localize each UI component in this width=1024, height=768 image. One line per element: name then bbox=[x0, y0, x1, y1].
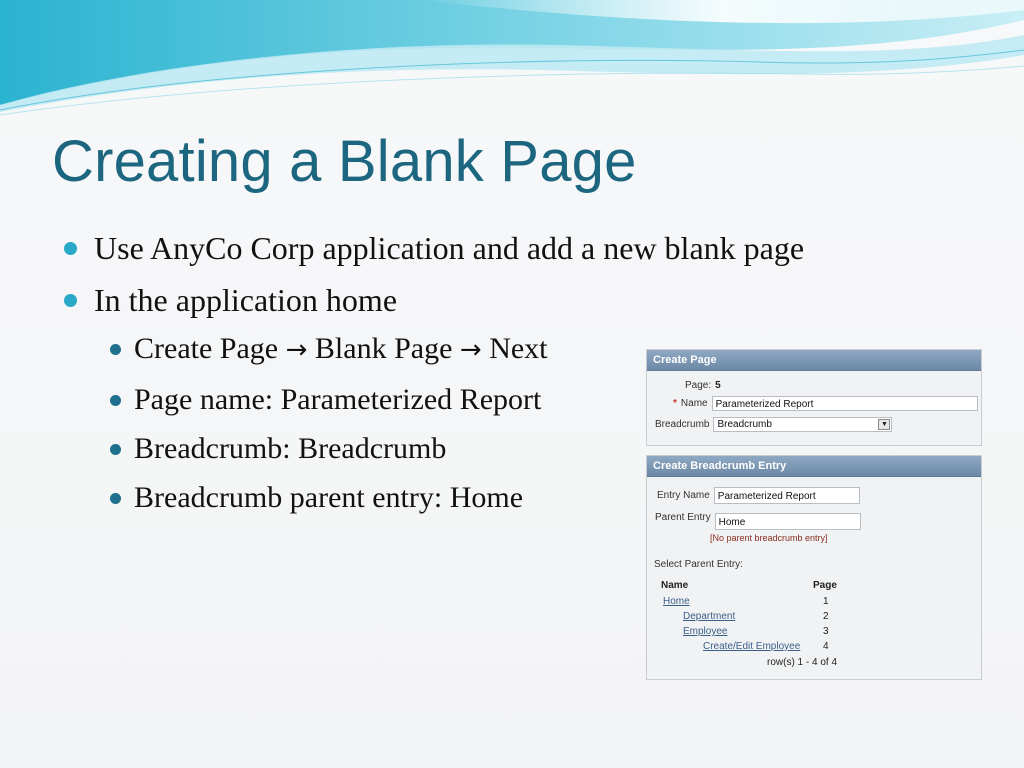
sub-bullet-text: Breadcrumb parent entry: Home bbox=[134, 481, 524, 514]
breadcrumb-link-employee[interactable]: Employee bbox=[683, 626, 728, 637]
breadcrumb-link-home[interactable]: Home bbox=[663, 596, 690, 607]
entry-name-input[interactable]: Parameterized Report bbox=[714, 487, 860, 504]
sub-bullet-text: Page name: Parameterized Report bbox=[134, 383, 542, 416]
entry-name-label: Entry Name bbox=[657, 490, 710, 501]
table-cell-page: 1 bbox=[823, 596, 829, 607]
page-number-row bbox=[685, 380, 721, 391]
bullet-text: In the application home bbox=[94, 282, 398, 318]
name-label: Name bbox=[680, 398, 708, 409]
bullet-dot-icon bbox=[64, 294, 77, 307]
table-cell-page: 2 bbox=[823, 611, 829, 622]
required-asterisk-icon: * bbox=[673, 398, 677, 409]
sub-bullet-item bbox=[108, 473, 548, 522]
sub-bullet-dot-icon bbox=[110, 444, 121, 455]
table-cell-page: 3 bbox=[823, 626, 829, 637]
create-page-panel bbox=[646, 349, 982, 446]
page-name-row bbox=[673, 396, 978, 411]
main-bullet-list bbox=[62, 222, 804, 326]
create-breadcrumb-panel bbox=[646, 455, 982, 680]
parent-entry-row bbox=[655, 512, 861, 530]
breadcrumb-select-value: Breadcrumb bbox=[717, 419, 772, 430]
page-label: Page: bbox=[685, 380, 712, 391]
breadcrumb-row bbox=[655, 417, 892, 432]
bullet-item bbox=[62, 274, 804, 326]
sub-bullet-text: Breadcrumb: Breadcrumb bbox=[134, 432, 447, 465]
page-number-value: 5 bbox=[715, 380, 721, 391]
sub-bullet-item bbox=[108, 324, 548, 375]
sub-bullet-dot-icon bbox=[110, 344, 121, 355]
sub-bullet-item bbox=[108, 375, 548, 424]
create-breadcrumb-header: Create Breadcrumb Entry bbox=[647, 456, 981, 477]
column-header-name: Name bbox=[661, 580, 689, 591]
parent-entry-label: Parent Entry bbox=[655, 512, 711, 523]
entry-name-row bbox=[657, 487, 860, 504]
sub-bullet-list bbox=[108, 324, 548, 522]
breadcrumb-link-create-edit-employee[interactable]: Create/Edit Employee bbox=[703, 641, 801, 652]
wave-header-decoration bbox=[0, 0, 1024, 120]
right-arrow-icon: → bbox=[285, 335, 308, 365]
page-name-input[interactable]: Parameterized Report bbox=[712, 396, 978, 411]
row-count-footer: row(s) 1 - 4 of 4 bbox=[767, 657, 838, 668]
parent-entry-note: [No parent breadcrumb entry] bbox=[710, 533, 828, 543]
breadcrumb-link-department[interactable]: Department bbox=[683, 611, 736, 622]
sub-bullet-dot-icon bbox=[110, 493, 121, 504]
breadcrumb-label: Breadcrumb bbox=[655, 419, 710, 430]
select-parent-label: Select Parent Entry: bbox=[654, 559, 743, 570]
sub-bullet-dot-icon bbox=[110, 395, 121, 406]
bullet-item bbox=[62, 222, 804, 274]
parent-entry-input[interactable]: Home bbox=[715, 513, 861, 530]
sub-bullet-item bbox=[108, 424, 548, 473]
bullet-dot-icon bbox=[64, 242, 77, 255]
sub-bullet-text-middle: Blank Page bbox=[307, 332, 460, 365]
chevron-down-icon[interactable]: ▼ bbox=[878, 419, 890, 430]
sub-bullet-text-start: Create Page bbox=[134, 332, 286, 365]
slide-title: Creating a Blank Page bbox=[52, 129, 637, 194]
right-arrow-icon: → bbox=[459, 335, 482, 365]
table-cell-page: 4 bbox=[823, 641, 829, 652]
column-header-page: Page bbox=[813, 580, 837, 591]
create-page-header: Create Page bbox=[647, 350, 981, 371]
bullet-text: Use AnyCo Corp application and add a new blank page bbox=[94, 230, 805, 266]
sub-bullet-text-end: Next bbox=[481, 332, 548, 365]
breadcrumb-select[interactable] bbox=[713, 417, 892, 432]
